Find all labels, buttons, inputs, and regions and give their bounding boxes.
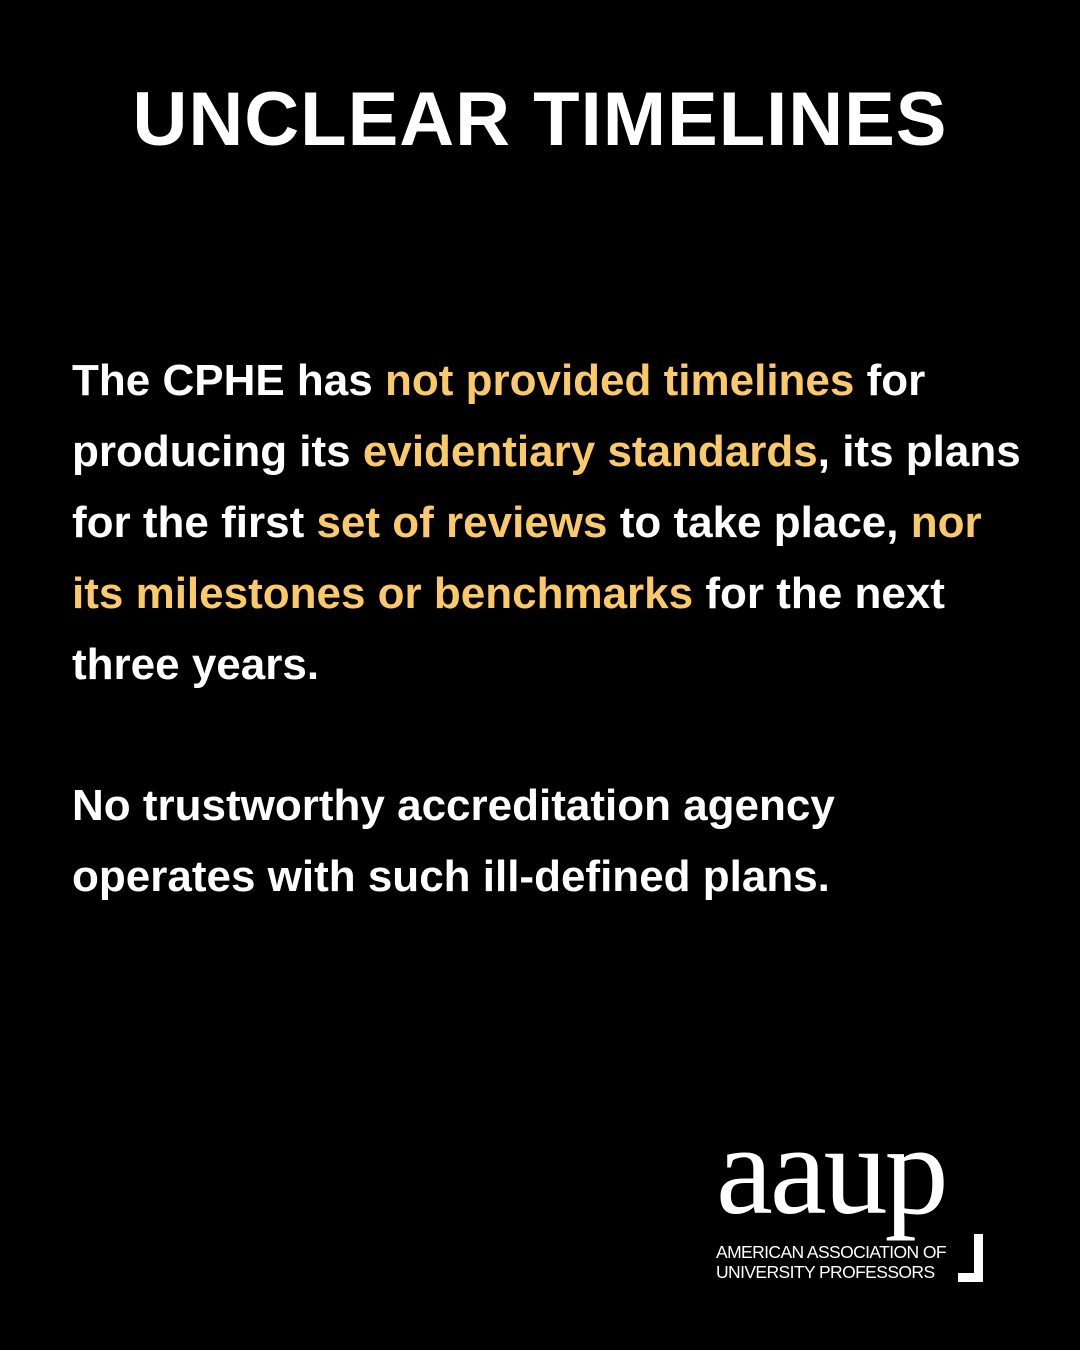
logo-bracket-horizontal <box>958 1273 983 1282</box>
paragraph-conclusion: No trustworthy accreditation agency operates with such ill-defined plans. <box>72 781 835 901</box>
logo-tagline-line2: UNIVERSITY PROFESSORS <box>716 1262 935 1282</box>
page-title: UNCLEAR TIMELINES <box>132 77 948 162</box>
logo-wordmark: aaup <box>716 1099 946 1241</box>
highlight-set-of-reviews: set of reviews <box>316 498 608 547</box>
body-text <box>72 345 1022 912</box>
text-segment: for the next three years. <box>72 569 945 689</box>
paragraph-timelines <box>72 345 1022 700</box>
aaup-logo <box>712 1099 1048 1288</box>
highlight-evidentiary-standards: evidentiary standards <box>362 427 818 476</box>
text-segment: , its plans for the first <box>72 427 1021 547</box>
highlight-not-provided-timelines: not provided timelines <box>384 356 855 405</box>
text-segment: to take place, <box>607 498 911 547</box>
text-segment: for producing its <box>72 356 926 476</box>
logo-tagline <box>716 1242 946 1282</box>
text-segment: The CPHE has <box>72 356 385 405</box>
highlight-milestones-benchmarks: nor its milestones or benchmarks <box>72 498 982 618</box>
logo-tagline-line1: AMERICAN ASSOCIATION OF <box>716 1242 946 1262</box>
